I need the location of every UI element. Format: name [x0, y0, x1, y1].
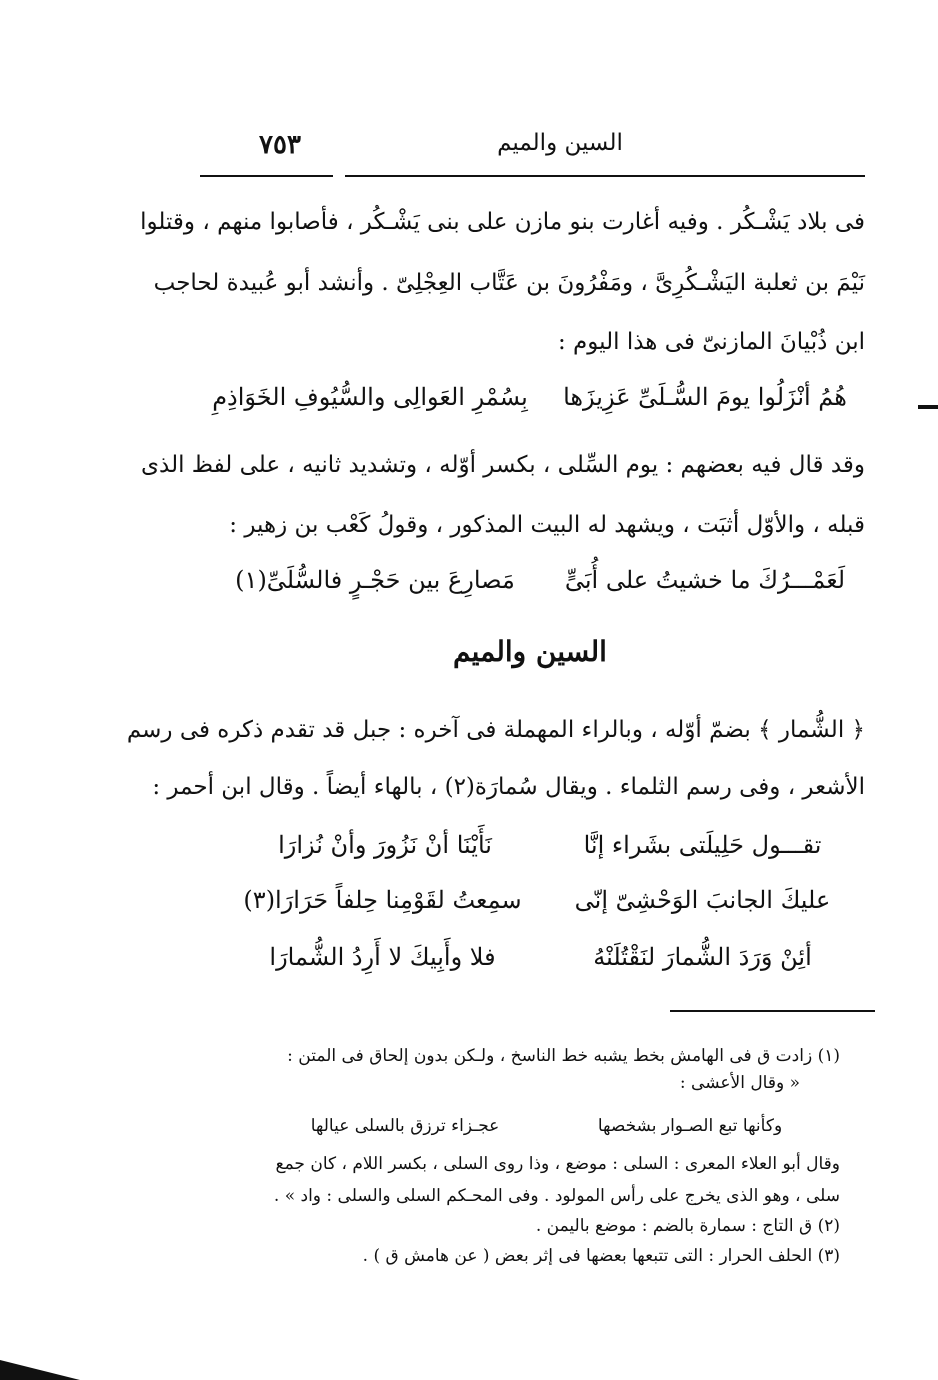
- paragraph-line: وقد قال فيه بعضهم : يوم السِّلى ، بكسر أوّله ، وتشديد ثانيه ، على لفظ الذى: [141, 452, 865, 478]
- verse-hemistich-right: عليكَ الجانبَ الوَحْشِىّ إنّى: [574, 886, 831, 914]
- footnote-line: (١) زادت ق فى الهامش بخط يشبه خط الناسخ ، ولـكن بدون إلحاق فى المتن :: [287, 1046, 840, 1066]
- verse-hemistich-left: نَأَيْنَا أنْ نَزُورَ وأنْ نُزارَا: [278, 831, 492, 859]
- paragraph-line: نَيْمَ بن ثعلبة اليَشْـكُرِىَّ ، ومَفْرُونَ بن عَتَّاب العِجْلِىّ . وأنشد أبو عُبيدة لحاجب: [153, 270, 865, 296]
- header-rule-right: [345, 175, 865, 177]
- verse-hemistich-left: مَصارِعَ بين حَجْـرٍ فالسُّلَىِّ(١): [235, 566, 515, 594]
- header-rule-left: [200, 175, 333, 177]
- verse-hemistich-right: أئِنْ وَرَدَ الشُّمارَ لنَقْتُلَنْهُ: [593, 943, 812, 971]
- margin-mark: [918, 405, 938, 409]
- footnote-verse-left: عجـزاء ترزق بالسلى عيالها: [310, 1116, 500, 1136]
- paragraph-line: قبله ، والأوّل أثبَت ، ويشهد له البيت المذكور ، وقولُ كَعْب بن زهير :: [229, 512, 865, 538]
- verse-hemistich-right: لَعَمْـــرُكَ ما خشيتُ على أُبَىٍّ: [564, 566, 846, 594]
- verse-hemistich-right: هُمُ أنْزَلُوا يومَ السُّـلَىِّ عَزِيزَها: [563, 383, 847, 411]
- footnote-line: (٢) ق التاج : سمارة بالضم : موضع باليمن .: [535, 1216, 840, 1236]
- verse-hemistich-left: بِسُمْرِ العَوالِى والسُّيُوفِ الخَوَاذِمِ: [212, 383, 528, 411]
- verse-hemistich-left: سمِعتُ لقَوْمِنا حِلفاً حَرَارَا(٣): [243, 886, 522, 914]
- verse-hemistich-right: تقـــول حَلِيلَتى بشَراء إنَّا: [583, 831, 822, 859]
- footnote-line: سلى ، وهو الذى يخرج على رأس المولود . وفى المحـكم السلى والسلى : واد » .: [273, 1186, 840, 1206]
- footnote-verse-right: وكأنها تبع الصـوار بشخصها: [597, 1116, 783, 1136]
- footnote-line: « وقال الأعشى :: [679, 1073, 800, 1093]
- section-heading: السين والميم: [453, 635, 607, 668]
- page-number: ٧٥٣: [259, 130, 301, 160]
- paragraph-line: الأشعر ، وفى رسم الثلماء . ويقال سُمارَة(٢) ، بالهاء أيضاً . وقال ابن أحمر :: [152, 774, 865, 800]
- paragraph-line: ابن ذُبْيانَ المازنىّ فى هذا اليوم :: [558, 329, 865, 355]
- verse-hemistich-left: فلا وأَبِيكَ لا أَرِدُ الشُّمارَا: [269, 943, 496, 971]
- running-title: السين والميم: [497, 130, 623, 156]
- paragraph-line: ﴿ الشُّمار ﴾ بضمّ أوّله ، وبالراء المهملة فى آخره : جبل قد تقدم ذكره فى رسم: [126, 717, 865, 743]
- footnote-line: (٣) الحلف الحرار : التى تتبعها بعضها فى إثر بعض ( عن هامش ق ) .: [362, 1246, 840, 1266]
- paragraph-line: فى بلاد يَشْـكُر . وفيه أغارت بنو مازن على بنى يَشْـكُر ، فأصابوا منهم ، وقتلوا: [140, 209, 865, 235]
- footnote-rule: [670, 1010, 875, 1012]
- footnote-line: وقال أبو العلاء المعرى : السلى : موضع ، وذا روى السلى ، بكسر اللام ، كان جمع: [275, 1154, 840, 1174]
- scan-corner-mark: [0, 1340, 80, 1380]
